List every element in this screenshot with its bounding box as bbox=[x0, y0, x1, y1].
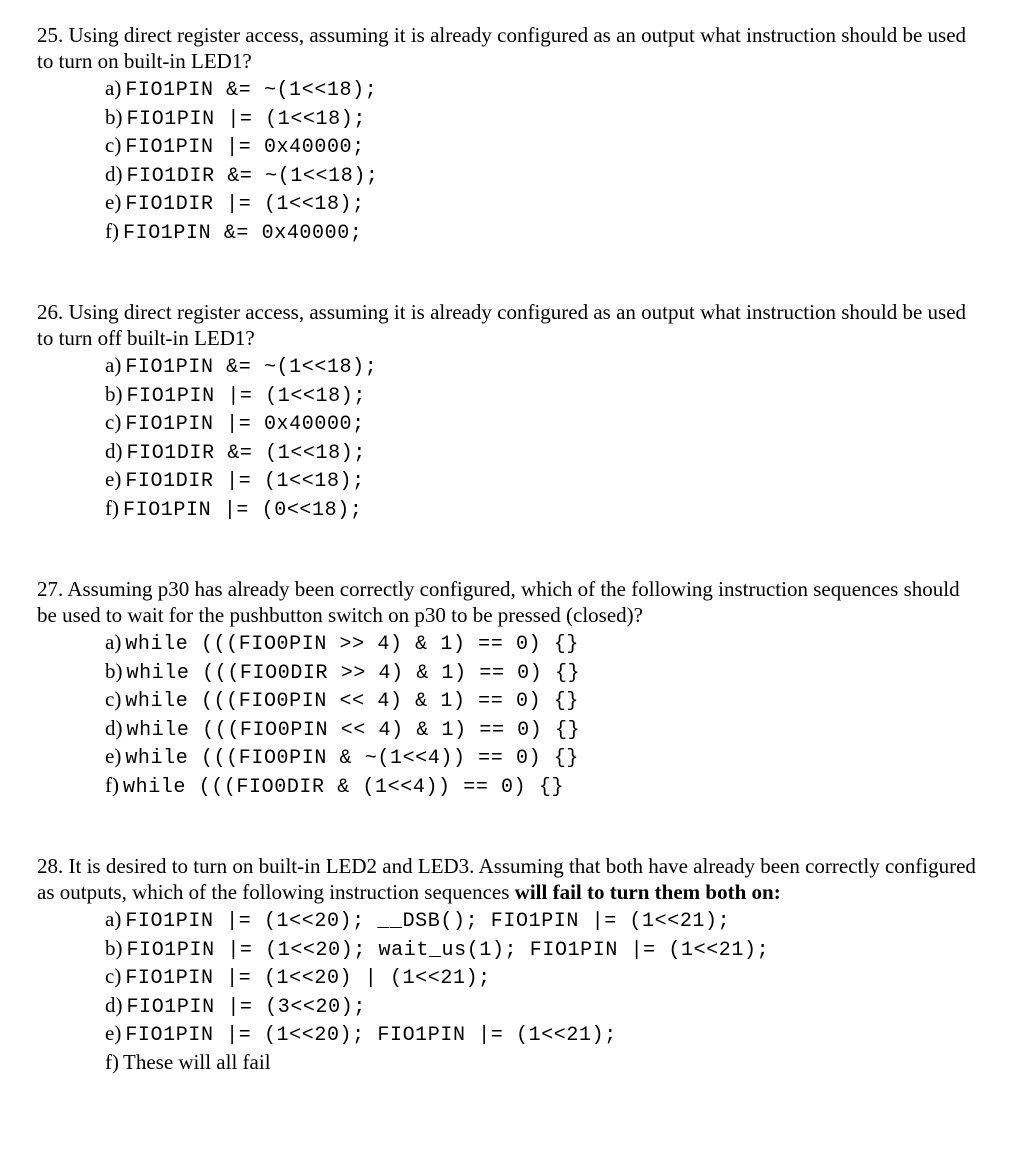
option-c: c) while (((FIO0PIN << 4) & 1) == 0) {} bbox=[105, 687, 579, 714]
option-e: e) FIO1DIR |= (1<<18); bbox=[105, 190, 365, 217]
option-b: b) FIO1PIN |= (1<<18); bbox=[105, 381, 366, 408]
option-e: e) FIO1PIN |= (1<<20); FIO1PIN |= (1<<21); bbox=[105, 1021, 617, 1048]
question-text: 26. Using direct register access, assuming it is already configured as an output what instruction should be used to turn off built-in LED1? bbox=[37, 300, 972, 350]
option-a: a) FIO1PIN &= ~(1<<18); bbox=[105, 76, 378, 102]
option-a: a) while (((FIO0PIN >> 4) & 1) == 0) {} bbox=[105, 630, 579, 656]
option-d: d) FIO1PIN |= (3<<20); bbox=[105, 992, 366, 1019]
option-f: f) FIO1PIN &= 0x40000; bbox=[105, 218, 363, 245]
option-c: c) FIO1PIN |= 0x40000; bbox=[105, 133, 365, 160]
option-a: a) FIO1PIN |= (1<<20); __DSB(); FIO1PIN |= (1<<21); bbox=[105, 907, 731, 933]
option-d: d) while (((FIO0PIN << 4) & 1) == 0) {} bbox=[105, 715, 581, 742]
question-text: 28. It is desired to turn on built-in LED2 and LED3. Assuming that both have already been correctly configured as outputs, which of the following instruction sequences will fail to turn them both on: bbox=[37, 854, 982, 904]
option-f: f) while (((FIO0DIR & (1<<4)) == 0) {} bbox=[105, 772, 565, 799]
option-c: c) FIO1PIN |= (1<<20) | (1<<21); bbox=[105, 964, 491, 991]
option-b: b) FIO1PIN |= (1<<20); wait_us(1); FIO1PIN |= (1<<21); bbox=[105, 935, 770, 962]
options-list bbox=[105, 353, 977, 525]
options-list bbox=[105, 907, 977, 1079]
emphasis-text: will fail to turn them both on bbox=[514, 880, 774, 904]
option-f: f) FIO1PIN |= (0<<18); bbox=[105, 495, 363, 522]
options-list bbox=[105, 630, 977, 802]
question-28 bbox=[37, 853, 982, 1079]
option-d: d) FIO1DIR &= (1<<18); bbox=[105, 438, 366, 465]
question-text: 25. Using direct register access, assuming it is already configured as an output what instruction should be used to turn on built-in LED1? bbox=[37, 23, 972, 73]
question-25 bbox=[37, 22, 977, 248]
option-b: b) FIO1PIN |= (1<<18); bbox=[105, 104, 366, 131]
question-26 bbox=[37, 299, 977, 525]
option-e: e) while (((FIO0PIN & ~(1<<4)) == 0) {} bbox=[105, 744, 579, 771]
option-b: b) while (((FIO0DIR >> 4) & 1) == 0) {} bbox=[105, 658, 581, 685]
option-a: a) FIO1PIN &= ~(1<<18); bbox=[105, 353, 378, 379]
options-list bbox=[105, 76, 977, 248]
option-f: f) These will all fail bbox=[105, 1049, 271, 1074]
option-c: c) FIO1PIN |= 0x40000; bbox=[105, 410, 365, 437]
option-d: d) FIO1DIR &= ~(1<<18); bbox=[105, 161, 379, 188]
option-e: e) FIO1DIR |= (1<<18); bbox=[105, 467, 365, 494]
question-text: 27. Assuming p30 has already been correctly configured, which of the following instruction sequences should be used to wait for the pushbutton switch on p30 to be pressed (closed)? bbox=[37, 577, 965, 627]
question-27 bbox=[37, 576, 977, 802]
